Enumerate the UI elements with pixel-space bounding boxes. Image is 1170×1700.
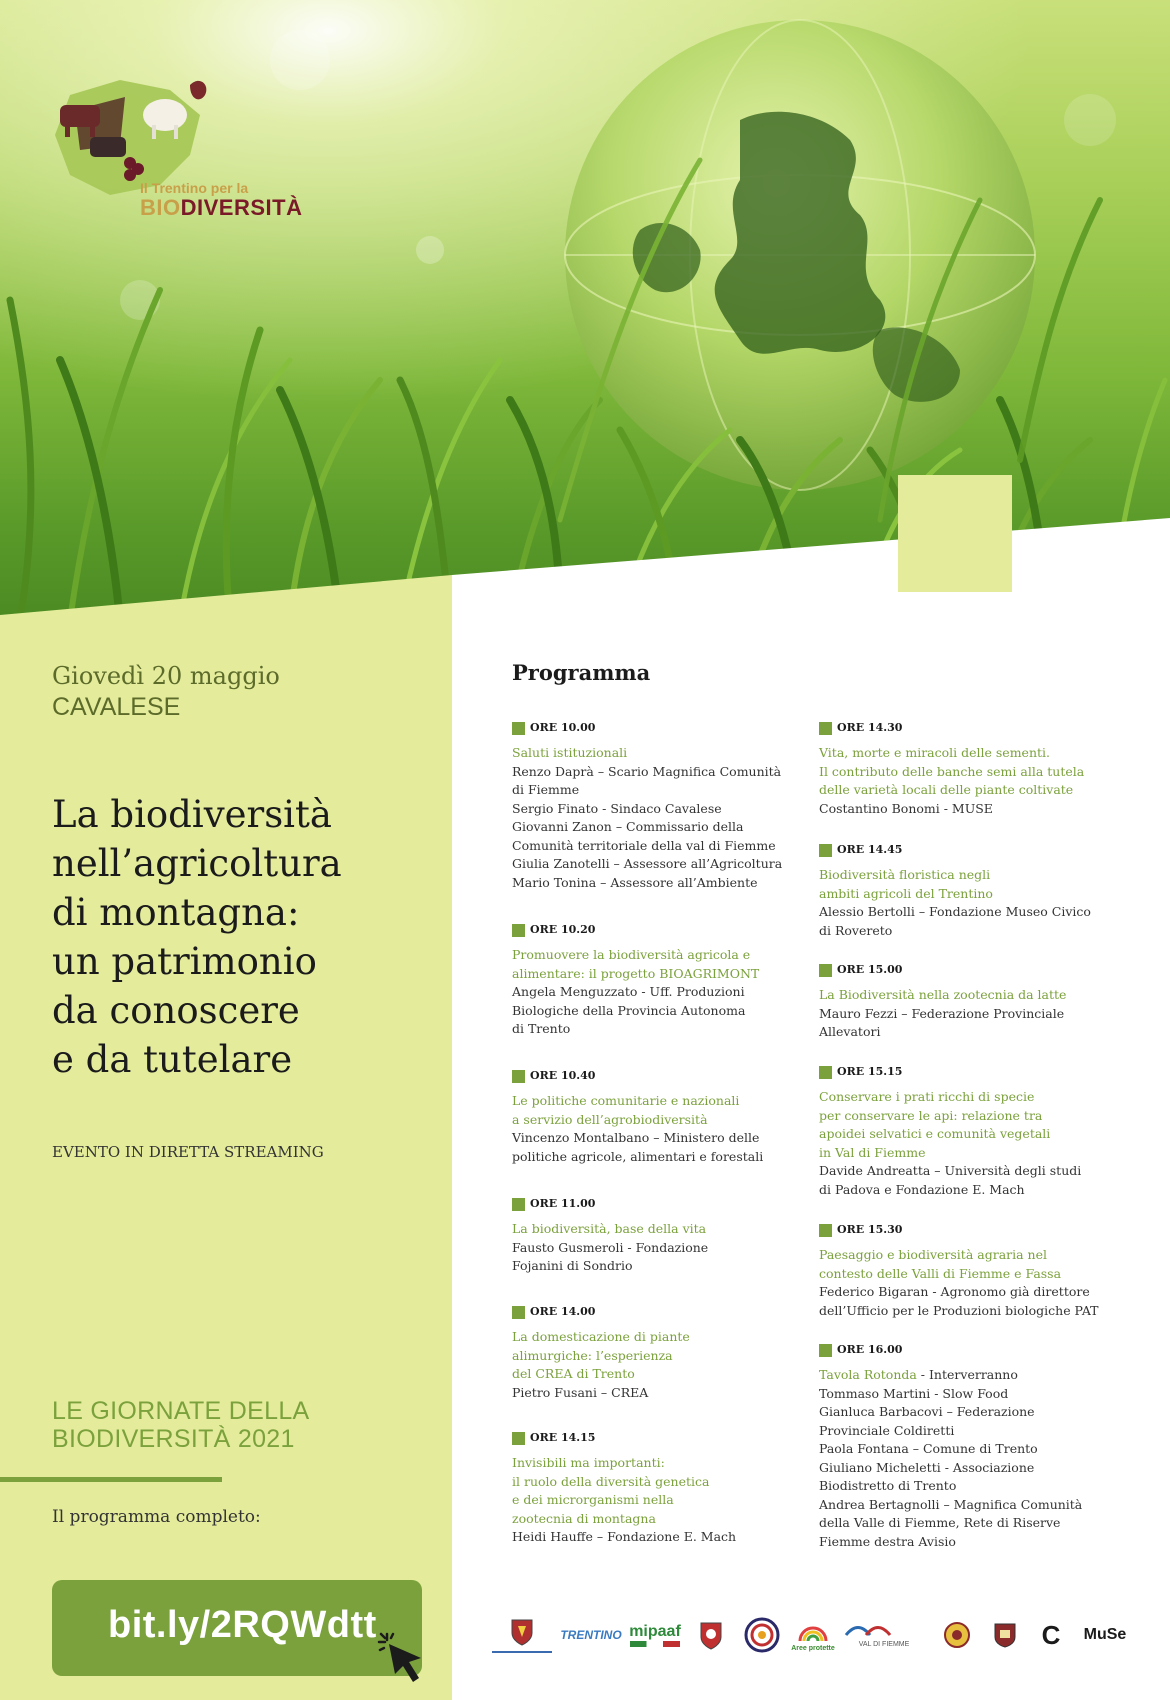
slot-speakers: Davide Andreatta – Università degli studi di Padova e Fondazione E. Mach [819,1163,1082,1197]
decorative-square [898,475,1012,592]
programme-slot [819,962,1119,1042]
title-line: un patrimonio [52,940,317,983]
slot-speakers: Costantino Bonomi - MUSE [819,800,993,816]
crest-icon [698,1619,724,1651]
slot-time: ORE 15.00 [837,963,903,976]
slot-time: ORE 10.40 [530,1069,596,1082]
slot-time: ORE 15.30 [837,1223,903,1236]
slot-time: ORE 10.00 [530,721,596,734]
slot-speakers: Vincenzo Montalbano – Ministero delle politiche agricole, alimentari e forestali [512,1130,764,1164]
slot-title: Le politiche comunitarie e nazionali a servizio dell’agrobiodiversità [512,1093,740,1127]
time-marker-icon [512,1070,525,1083]
val-di-fiemme-logo: VAL DI FIEMME [839,1605,929,1665]
pointer-cursor-icon [377,1630,433,1686]
slot-title: Vita, morte e miracoli delle sementi. Il contributo delle banche semi alla tutela delle varietà locali delle piante coltivate [819,745,1085,797]
slot-time: ORE 10.20 [530,923,596,936]
title-line: nell’agricoltura [52,842,342,885]
fondazione-mach-logo: C [1041,1619,1061,1650]
title-line: di montagna: [52,891,300,934]
sponsor-logos [487,1605,1147,1665]
emblem-icon [943,1621,971,1649]
divider [0,1477,222,1482]
logo-tagline: Il Trentino per la [140,180,249,196]
time-marker-icon [819,1344,832,1357]
slot-speakers: Federico Bigaran - Agronomo già direttore dell’Ufficio per le Produzioni biologiche PAT [819,1284,1099,1318]
slot-title: Biodiversità floristica negli ambiti agricoli del Trentino [819,867,993,901]
programme-slot [819,1064,1119,1199]
muse-logo: MuSe [1083,1626,1127,1643]
time-marker-icon [819,722,832,735]
time-marker-icon [512,924,525,937]
title-line: e da tutelare [52,1038,293,1081]
event-city: CAVALESE [52,693,181,721]
biodiversita-logo [50,75,303,225]
programme-slot [512,922,802,1039]
series-title: LE GIORNATE DELLA BIODIVERSITÀ 2021 [52,1397,310,1453]
rainbow-icon [798,1619,828,1643]
title-line: da conoscere [52,989,300,1032]
wave-icon [844,1623,924,1639]
slot-speakers: Alessio Bertolli – Fondazione Museo Civico di Rovereto [819,904,1091,938]
slot-time: ORE 11.00 [530,1197,596,1210]
time-marker-icon [819,964,832,977]
slot-title: La domesticazione di piante alimurgiche: l’esperienza del CREA di Trento [512,1329,690,1381]
slot-title: La Biodiversità nella zootecnia da latte [819,987,1067,1002]
slot-time: ORE 14.15 [530,1431,596,1444]
programme-slot [819,1222,1119,1320]
comune-cavalese-logo [691,1605,731,1665]
time-marker-icon [512,722,525,735]
time-marker-icon [512,1432,525,1445]
comunita-territoriale-logo [985,1605,1025,1665]
slot-time: ORE 15.15 [837,1065,903,1078]
bioagrimont-logo [739,1605,785,1665]
programme-slot [512,1068,802,1166]
slot-speakers: Tommaso Martini - Slow Food Gianluca Barbacovi – Federazione Provinciale Coldiretti Paola Fontana – Comune di Trento Giuliano Micheletti - Associazione Biodistretto di Trento Andrea Bertagnolli – Magnifica Comunità della Valle di Fiemme, Rete di Riserve Fiemme destra Avisio [819,1385,1083,1549]
streaming-note: EVENTO IN DIRETTA STREAMING [52,1143,324,1161]
provincia-trento-logo [487,1605,557,1665]
programme-link[interactable]: bit.ly/2RQWdtt [108,1604,377,1646]
mipaaf-logo: mipaaf [627,1605,683,1665]
time-marker-icon [512,1306,525,1319]
slot-time: ORE 14.30 [837,721,903,734]
slot-title: Saluti istituzionali [512,745,628,760]
time-marker-icon [819,1224,832,1237]
programme-slot [512,1430,802,1547]
shield-icon [992,1621,1018,1649]
slot-title: Invisibili ma importanti: il ruolo della diversità genetica e dei microrganismi nella zootecnia di montagna [512,1455,710,1526]
spiral-icon [744,1617,780,1653]
logo-wordmark: BIODIVERSITÀ [140,195,303,220]
slot-speakers: Angela Menguzzato - Uff. Produzioni Biologiche della Provincia Autonoma di Trento [512,984,746,1036]
slot-speakers: Fausto Gusmeroli - Fondazione Fojanini di Sondrio [512,1239,709,1273]
slot-title: Paesaggio e biodiversità agraria nel contesto delle Valli di Fiemme e Fassa [819,1247,1062,1281]
aree-protette-logo: Aree protette [793,1605,833,1665]
slot-title: Tavola Rotonda - Interverranno [819,1367,1018,1382]
programme-slot [512,720,802,892]
slot-speakers: Mauro Fezzi – Federazione Provinciale Allevatori [819,1005,1065,1039]
programme-slot [512,1304,802,1402]
magnifica-comunita-logo [937,1605,977,1665]
slot-time: ORE 14.00 [530,1305,596,1318]
programme-slot [819,1342,1119,1551]
time-marker-icon [512,1198,525,1211]
slot-time: ORE 16.00 [837,1343,903,1356]
programme-slot [512,1196,802,1276]
slot-speakers: Renzo Daprà – Scario Magnifica Comunità di Fiemme Sergio Finato - Sindaco Cavalese Giovanni Zanon – Commissario della Comunità territoriale della val di Fiemme Giulia Zanotelli – Assessore all’Agricoltura Mario Tonina – Assessore all’Ambiente [512,763,783,890]
trentino-logo: TRENTINO [560,1628,622,1642]
event-date: Giovedì 20 maggio [52,662,280,690]
time-marker-icon [819,844,832,857]
programme-link-button[interactable] [52,1580,422,1676]
slot-speakers: Pietro Fusani – CREA [512,1384,649,1400]
programme-heading: Programma [512,660,651,685]
slot-title: Conservare i prati ricchi di specie per conservare le api: relazione tra apoidei selvatici e comunità vegetali in Val di Fiemme [819,1089,1051,1160]
slot-time: ORE 14.45 [837,843,903,856]
event-title [52,790,432,1084]
programme-slot [819,842,1119,940]
slot-title: Promuovere la biodiversità agricola e alimentare: il progetto BIOAGRIMONT [512,947,760,981]
slot-speakers: Heidi Hauffe – Fondazione E. Mach [512,1529,737,1544]
time-marker-icon [819,1066,832,1079]
programme-complete-label: Il programma completo: [52,1507,261,1527]
title-line: La biodiversità [52,793,332,836]
programme-slot [819,720,1119,818]
coat-of-arms-icon [509,1617,535,1647]
slot-title: La biodiversità, base della vita [512,1221,707,1236]
